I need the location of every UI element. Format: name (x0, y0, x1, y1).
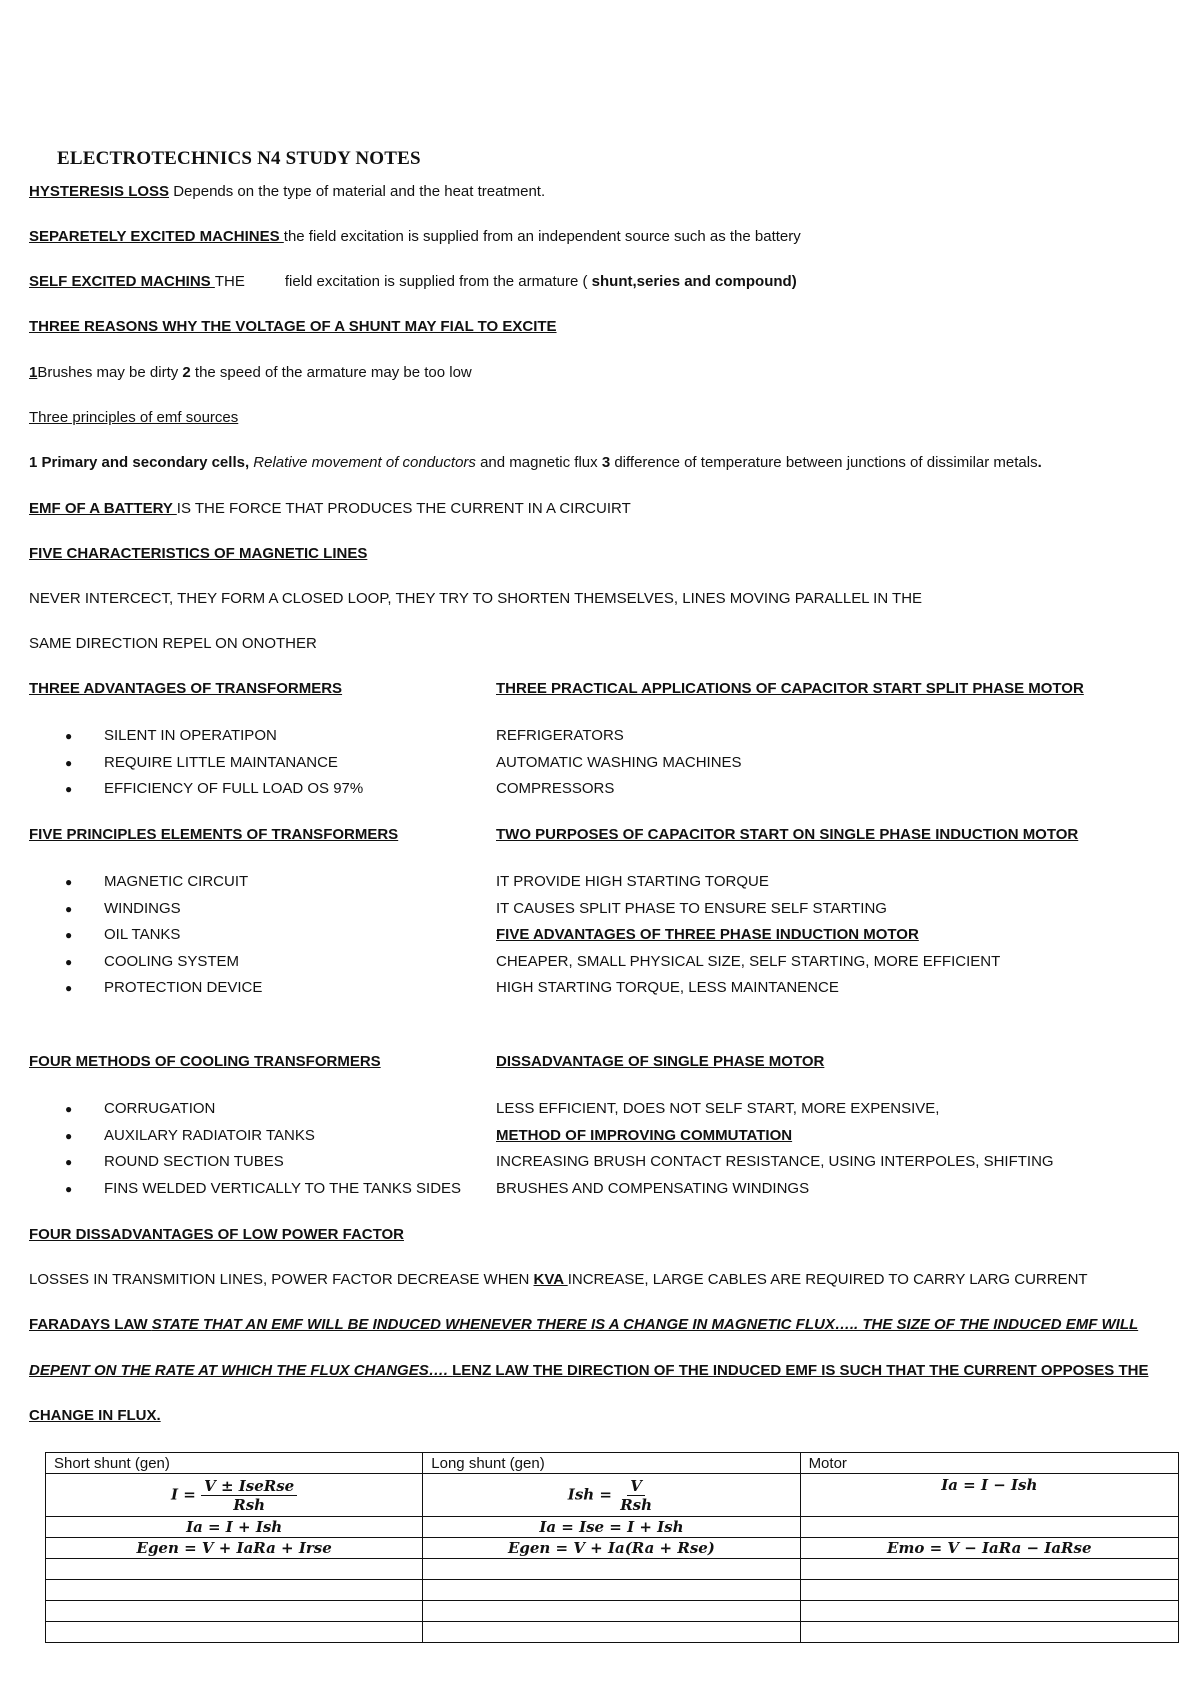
table-row (46, 1517, 1179, 1538)
empty-cell (800, 1559, 1178, 1580)
self-excited-text: field excitation is supplied from the armature ( (284, 273, 592, 290)
list-item: IT PROVIDE HIGH STARTING TORQUE (496, 873, 769, 890)
magnetic-lines-text-1: NEVER INTERCECT, THEY FORM A CLOSED LOOP, THEY TRY TO SHORTEN THEMSELVES, LINES MOVING PARALLEL IN THE (29, 590, 923, 607)
emf-battery-text: IS THE FORCE THAT PRODUCES THE CURRENT IN A CIRCUIRT (176, 500, 631, 517)
low-pf-text-b: INCREASE, LARGE CABLES ARE REQUIRED TO CARRY LARG CURRENT (567, 1271, 1088, 1288)
list-item: HIGH STARTING TORQUE, LESS MAINTANENCE (496, 979, 839, 996)
formula-cell: Ia = Ise = I + Ish (423, 1517, 800, 1538)
low-pf-text (29, 1271, 1088, 1289)
empty-cell (800, 1580, 1178, 1601)
table-row (46, 1559, 1179, 1580)
low-pf-text-a: LOSSES IN TRANSMITION LINES, POWER FACTOR DECREASE WHEN (29, 1271, 534, 1288)
self-excited-line (29, 273, 797, 291)
formula-cell (800, 1517, 1178, 1538)
emf-source-num-1: 1 (29, 454, 38, 471)
low-pf-kva: KVA (533, 1271, 568, 1288)
empty-cell (46, 1559, 423, 1580)
hysteresis-line (29, 183, 545, 201)
faraday-term: FARADAYS LAW (29, 1316, 152, 1333)
empty-cell (800, 1601, 1178, 1622)
formula-lhs: I = (171, 1485, 196, 1503)
list-item: ● ROUND SECTION TUBES (62, 1153, 461, 1180)
capacitor-apps-list (496, 727, 742, 807)
emf-source-bold: Primary and secondary cells, (37, 454, 254, 471)
list-item: ● MAGNETIC CIRCUIT (62, 873, 262, 900)
reason-num-2: 2 (182, 364, 191, 381)
magnetic-lines-heading: FIVE CHARACTERISTICS OF MAGNETIC LINES (29, 545, 368, 562)
emf-source-num-3: 3 (601, 454, 611, 471)
elements-transformers-heading: FIVE PRINCIPLES ELEMENTS OF TRANSFORMERS (29, 826, 399, 843)
formulas-table (45, 1452, 1179, 1643)
reason-text-1: Brushes may be dirty (37, 364, 183, 381)
capacitor-purposes-list (496, 873, 1000, 1006)
table-row (46, 1538, 1179, 1559)
formula-numerator: V (627, 1477, 645, 1496)
list-item: ● SILENT IN OPERATIPON (62, 727, 363, 754)
separately-line (29, 228, 801, 246)
list-item: ● PROTECTION DEVICE (62, 979, 262, 1006)
list-item: ● FINS WELDED VERTICALLY TO THE TANKS SIDES (62, 1180, 461, 1207)
lenz-law-text: LENZ LAW THE DIRECTION OF THE INDUCED EMF IS SUCH THAT THE CURRENT OPPOSES THE (452, 1362, 1149, 1379)
faraday-text-2: DEPENT ON THE RATE AT WHICH THE FLUX CHANGES…. (29, 1362, 453, 1379)
list-item: ● AUXILARY RADIATOIR TANKS (62, 1127, 461, 1154)
reason-num-1: 1 (29, 364, 38, 381)
formula-cell: Ia = I + Ish (46, 1517, 423, 1538)
formula-long-shunt-current (423, 1474, 800, 1517)
table-row (46, 1474, 1179, 1517)
separately-term: SEPARETELY EXCITED MACHINES (29, 228, 284, 245)
emf-source-end: . (1037, 454, 1042, 471)
emf-source-text-2: difference of temperature between junctions of dissimilar metals (610, 454, 1038, 471)
self-excited-bold: shunt,series and compound) (591, 273, 797, 290)
list-item: REFRIGERATORS (496, 727, 624, 744)
advantages-transformers-heading: THREE ADVANTAGES OF TRANSFORMERS (29, 680, 343, 697)
empty-cell (423, 1622, 800, 1643)
table-row (46, 1601, 1179, 1622)
commutation-heading: METHOD OF IMPROVING COMMUTATION (496, 1126, 793, 1144)
list-item: COMPRESSORS (496, 780, 615, 797)
table-header-motor: Motor (800, 1453, 1178, 1474)
faraday-line-2 (29, 1362, 1148, 1380)
cooling-methods-list (62, 1100, 461, 1206)
empty-cell (46, 1601, 423, 1622)
formula-short-shunt-current (46, 1474, 423, 1517)
separately-text: the field excitation is supplied from an independent source such as the battery (283, 228, 801, 245)
list-item: ● REQUIRE LITTLE MAINTANANCE (62, 754, 363, 781)
faraday-text-1: STATE THAT AN EMF WILL BE INDUCED WHENEVER THERE IS A CHANGE IN MAGNETIC FLUX….. THE SIZE OF THE INDUCED EMF WILL (151, 1316, 1139, 1333)
reason-text-2: the speed of the armature may be too low (190, 364, 472, 381)
empty-cell (46, 1622, 423, 1643)
formula-cell: Emo = V − IaRa − IaRse (800, 1538, 1178, 1559)
table-row (46, 1453, 1179, 1474)
emf-battery-line (29, 500, 631, 518)
emf-sources-heading: Three principles of emf sources (29, 409, 239, 426)
formula-motor-current: Ia = I − Ish (800, 1474, 1178, 1517)
advantages-transformers-list (62, 727, 363, 807)
formula-cell: Egen = V + Ia(Ra + Rse) (423, 1538, 800, 1559)
self-excited-the: THE (214, 273, 245, 290)
formula-fraction (617, 1477, 655, 1514)
emf-battery-term: EMF OF A BATTERY (29, 500, 177, 517)
three-reasons-heading: THREE REASONS WHY THE VOLTAGE OF A SHUNT MAY FIAL TO EXCITE (29, 318, 557, 335)
list-item: ● CORRUGATION (62, 1100, 461, 1127)
empty-cell (423, 1559, 800, 1580)
emf-sources-line (29, 454, 1042, 472)
empty-cell (423, 1580, 800, 1601)
formula-denominator: Rsh (620, 1495, 653, 1514)
capacitor-purposes-heading: TWO PURPOSES OF CAPACITOR START ON SINGLE PHASE INDUCTION MOTOR (496, 826, 1079, 843)
list-item: ● COOLING SYSTEM (62, 953, 262, 980)
formula-cell: Egen = V + IaRa + Irse (46, 1538, 423, 1559)
list-item: AUTOMATIC WASHING MACHINES (496, 753, 742, 771)
formula-lhs: Ish = (567, 1485, 612, 1503)
list-item: IT CAUSES SPLIT PHASE TO ENSURE SELF STARTING (496, 899, 887, 917)
list-item: ● OIL TANKS (62, 926, 262, 953)
elements-transformers-list (62, 873, 262, 1006)
three-phase-advantages-heading: FIVE ADVANTAGES OF THREE PHASE INDUCTION MOTOR (496, 926, 919, 943)
faraday-line-1 (29, 1316, 1138, 1334)
empty-cell (46, 1580, 423, 1601)
list-item: BRUSHES AND COMPENSATING WINDINGS (496, 1179, 810, 1197)
emf-source-italic: Relative movement of conductors (253, 454, 476, 471)
empty-cell (800, 1622, 1178, 1643)
emf-source-text: and magnetic flux (475, 454, 602, 471)
self-excited-term: SELF EXCITED MACHINS (29, 273, 215, 290)
formula-numerator: V ± IseRse (201, 1477, 297, 1496)
table-row (46, 1622, 1179, 1643)
formula-denominator: Rsh (233, 1495, 266, 1514)
hysteresis-term: HYSTERESIS LOSS (29, 183, 170, 200)
empty-cell (423, 1601, 800, 1622)
capacitor-apps-heading: THREE PRACTICAL APPLICATIONS OF CAPACITOR START SPLIT PHASE MOTOR (496, 680, 1084, 697)
list-item: ● WINDINGS (62, 900, 262, 927)
table-row (46, 1580, 1179, 1601)
three-reasons-line (29, 364, 472, 382)
magnetic-lines-text-2: SAME DIRECTION REPEL ON ONOTHER (29, 635, 317, 652)
hysteresis-text: Depends on the type of material and the heat treatment. (169, 183, 546, 200)
page-title: ELECTROTECHNICS N4 STUDY NOTES (57, 148, 421, 169)
single-phase-list (496, 1100, 1054, 1206)
table-header-short-shunt: Short shunt (gen) (46, 1453, 423, 1474)
low-pf-heading: FOUR DISSADVANTAGES OF LOW POWER FACTOR (29, 1226, 404, 1243)
formula-fraction (201, 1477, 297, 1514)
faraday-line-3: CHANGE IN FLUX. (29, 1407, 161, 1424)
list-item: INCREASING BRUSH CONTACT RESISTANCE, USING INTERPOLES, SHIFTING (496, 1153, 1054, 1170)
list-item: CHEAPER, SMALL PHYSICAL SIZE, SELF STARTING, MORE EFFICIENT (496, 952, 1001, 970)
single-phase-heading: DISSADVANTAGE OF SINGLE PHASE MOTOR (496, 1053, 825, 1070)
table-header-long-shunt: Long shunt (gen) (423, 1453, 800, 1474)
cooling-methods-heading: FOUR METHODS OF COOLING TRANSFORMERS (29, 1053, 381, 1070)
list-item: LESS EFFICIENT, DOES NOT SELF START, MORE EXPENSIVE, (496, 1100, 940, 1117)
list-item: ● EFFICIENCY OF FULL LOAD OS 97% (62, 780, 363, 807)
